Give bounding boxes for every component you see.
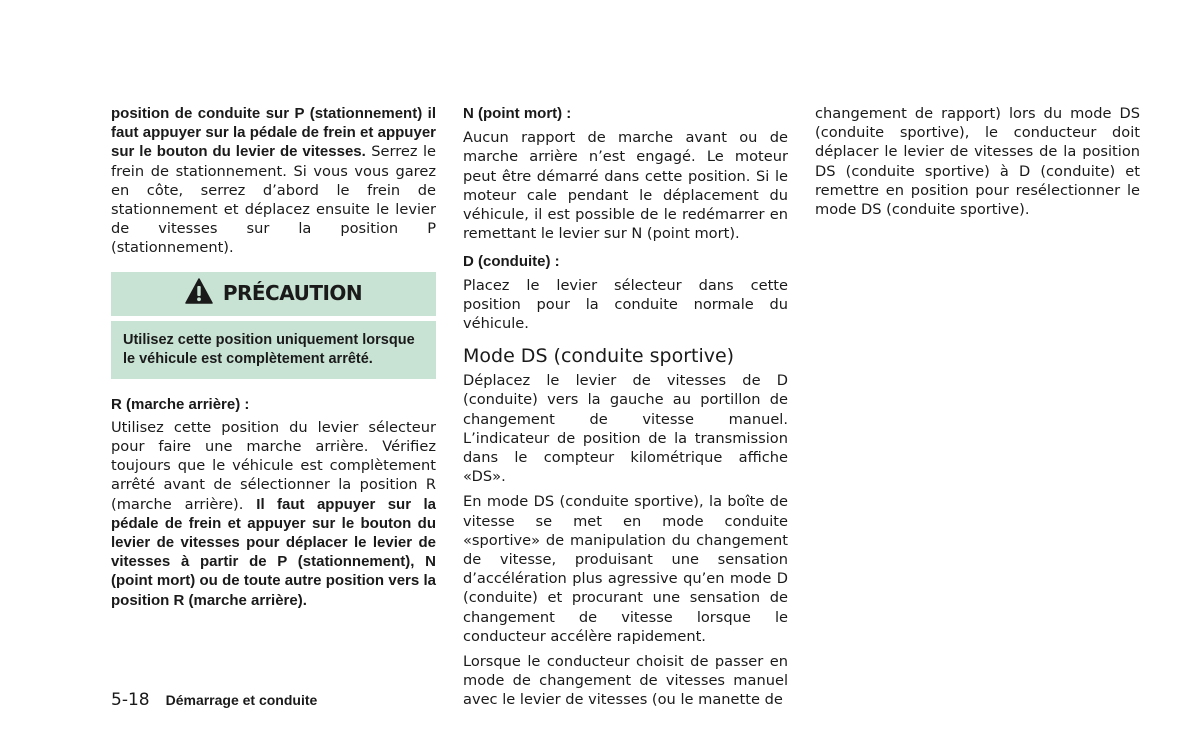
left-column bbox=[111, 104, 436, 610]
paragraph-reverse bbox=[111, 418, 436, 610]
n-heading: N (point mort) : bbox=[463, 105, 572, 122]
right-column bbox=[815, 104, 1140, 219]
parking-text: Serrez le frein de stationnement. Si vous vous garez en côte, serrez d’abord le frein de stationnement et déplacez ensuite le levier de vitesses sur la position P (stationnement). bbox=[111, 143, 437, 257]
paragraph-neutral: Aucun rapport de marche avant ou de marche arrière n’est engagé. Le moteur peut être démarré dans cette position. Si le moteur cale pendant le déplacement du véhicule, il est possible de le redémarrer en remettant le levier sur N (point mort). bbox=[463, 129, 788, 243]
caution-title: PRÉCAUTION bbox=[222, 281, 363, 306]
r-heading: R (marche arrière) : bbox=[111, 395, 250, 413]
caution-header bbox=[111, 272, 436, 316]
page-footer bbox=[111, 690, 317, 710]
caution-body: Utilisez cette position uniquement lorsque le véhicule est complètement arrêté. bbox=[111, 321, 436, 379]
paragraph-ds-2: En mode DS (conduite sportive), la boîte de vitesse se met en mode conduite «sportive» de manipulation du changement de vitesse, produisant une sensation d’accélération plus agressive qu’en mode D (conduite) et procurant une sensation de changement de vitesse lorsque le conducteur accélère rapidement. bbox=[463, 493, 788, 645]
warning-triangle-icon bbox=[185, 278, 213, 309]
middle-column bbox=[463, 104, 788, 710]
page-number: 5-18 bbox=[111, 690, 150, 710]
chapter-title: Démarrage et conduite bbox=[165, 692, 318, 708]
paragraph-ds-1: Déplacez le levier de vitesses de D (conduite) vers la gauche au portillon de changement de vitesse manuel. L’indicateur de position de la transmission dans le compteur kilométrique affiche «DS». bbox=[463, 372, 788, 486]
parking-bold-text: position de conduite sur P (stationnement) il faut appuyer sur la pédale de frein et appuyer sur le bouton du levier de vitesses. bbox=[111, 105, 436, 161]
reverse-bold-text: Il faut appuyer sur la pédale de frein et appuyer sur le bouton du levier de vitesses pour déplacer le levier de vitesses à partir de P (stationnement), N (point mort) ou de toute autre position vers la position R (marche arrière). bbox=[111, 495, 436, 609]
paragraph-drive: Placez le levier sélecteur dans cette position pour la conduite normale du véhicule. bbox=[463, 276, 788, 333]
section-title: Mode DS (conduite sportive) bbox=[463, 345, 735, 368]
reverse-text: Utilisez cette position du levier sélecteur pour faire une marche arrière. Vérifiez toujours que le véhicule est complètement arrêté avant de sélectionner la position R (marche arrière). bbox=[111, 418, 436, 513]
paragraph-parking bbox=[111, 104, 436, 258]
paragraph-ds-continued: changement de rapport) lors du mode DS (conduite sportive), le conducteur doit déplacer le levier de vitesses de la position DS (conduite sportive) à D (conduite) et remettre en position pour resélectionner le mode DS (conduite sportive). bbox=[815, 105, 1140, 219]
d-heading: D (conduite) : bbox=[463, 253, 560, 271]
paragraph-ds-3: Lorsque le conducteur choisit de passer en mode de changement de vitesses manuel avec le levier de vitesses (ou le manette de bbox=[463, 653, 788, 709]
